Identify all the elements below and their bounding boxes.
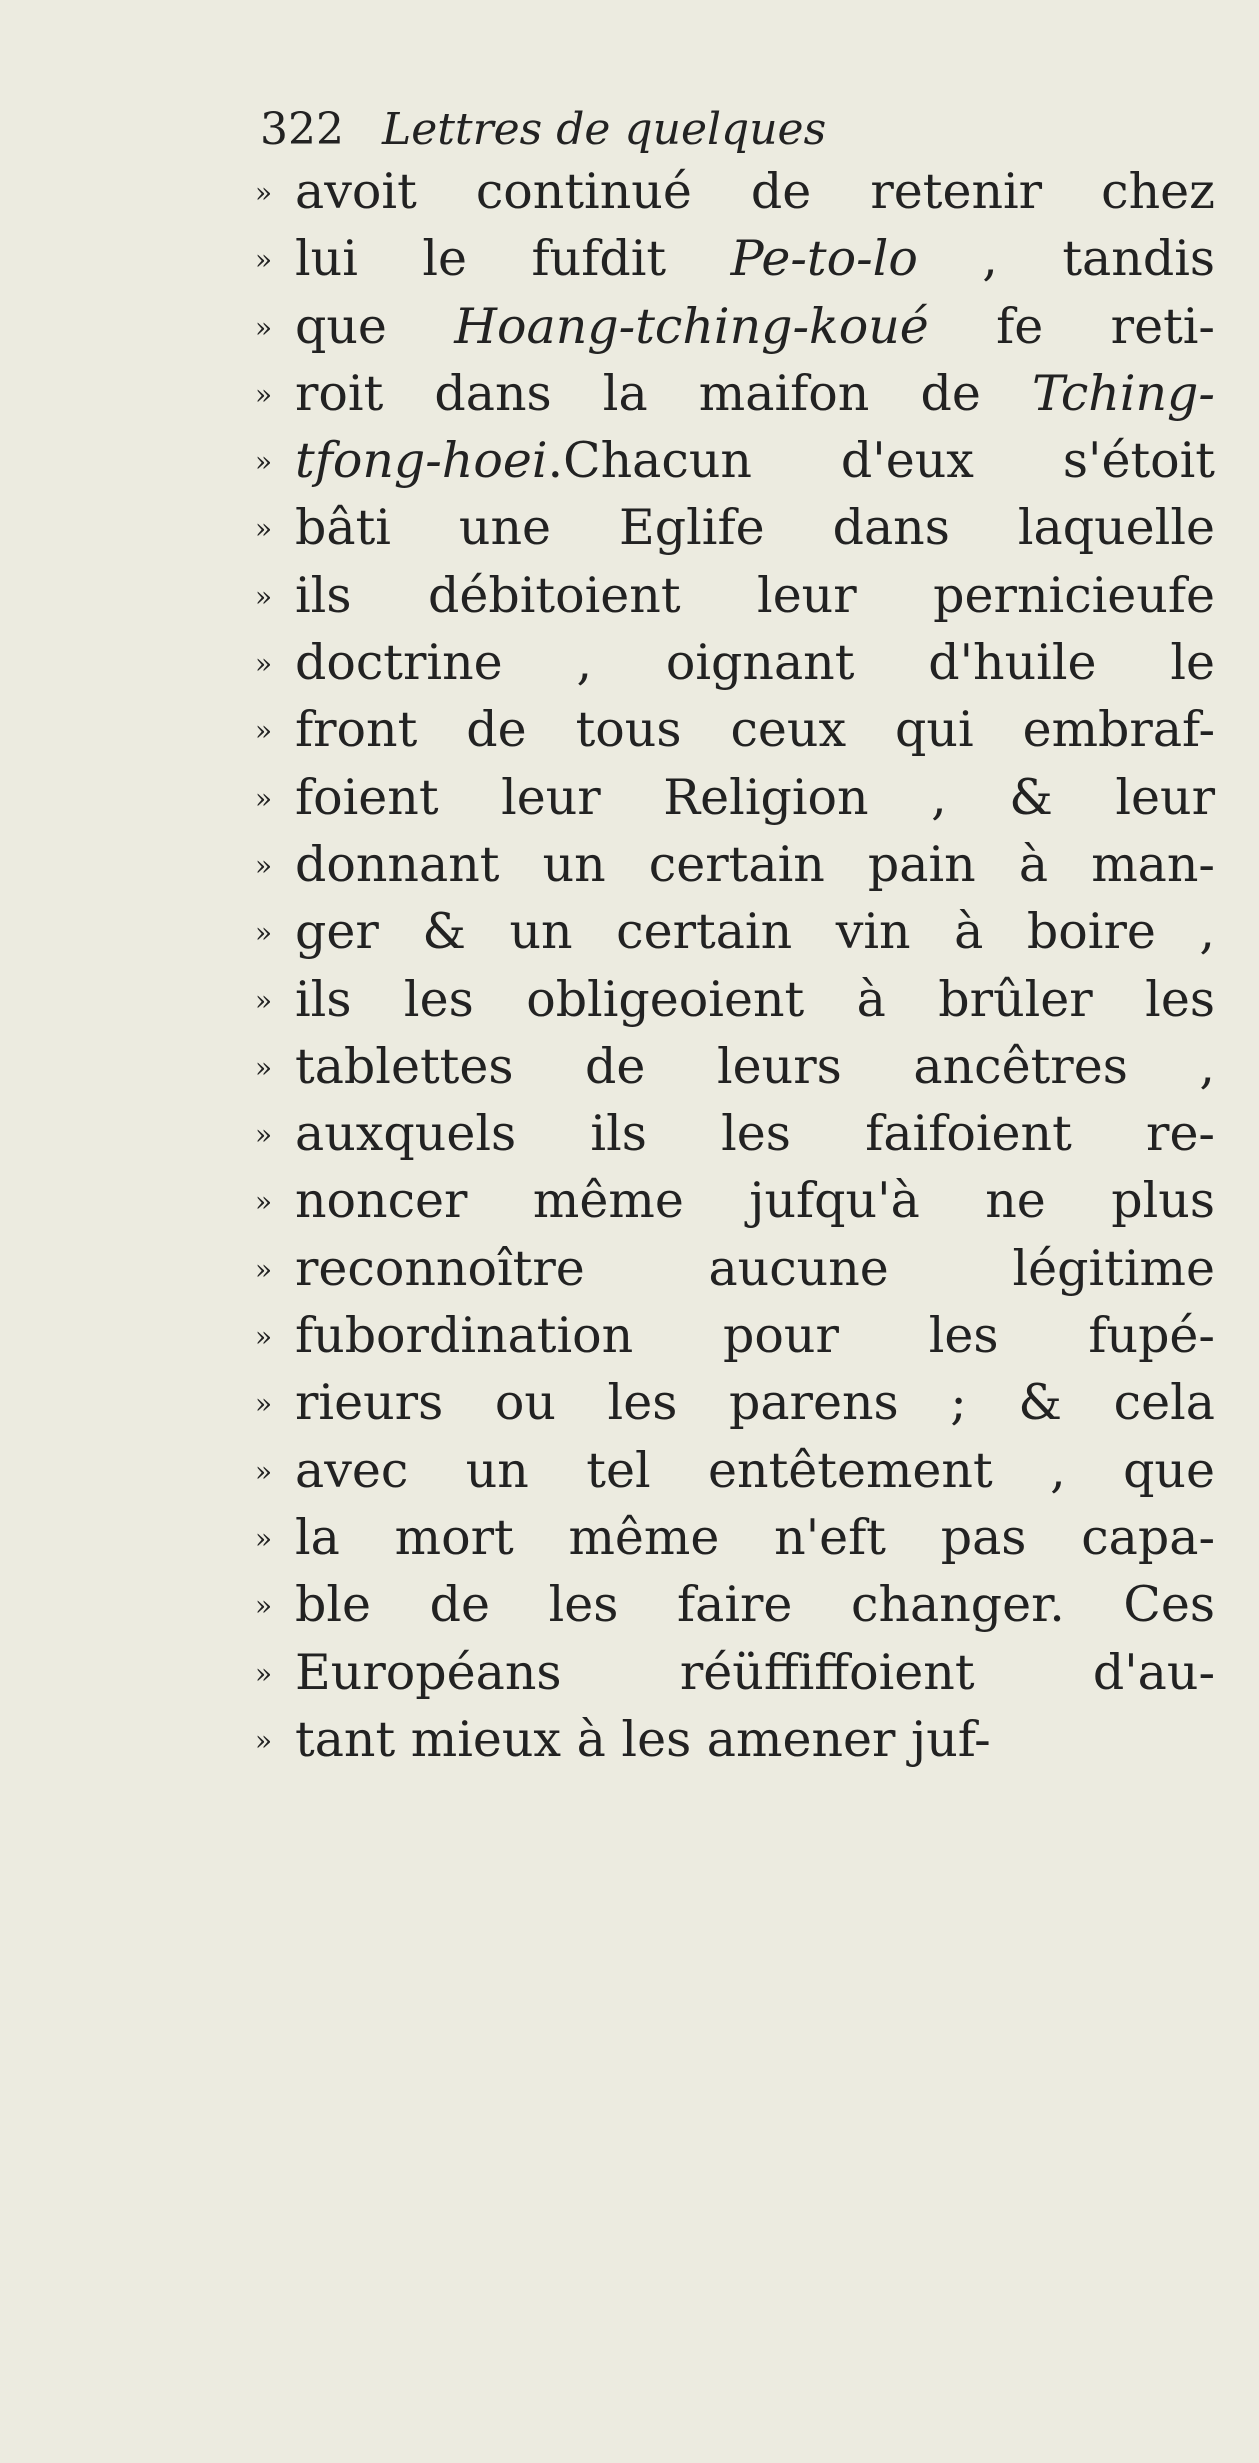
text-segment: front de tous ceux qui embraf- (295, 701, 1215, 759)
text-line (255, 1571, 1215, 1638)
text-segment: ger & un certain vin à boire , (295, 903, 1215, 961)
quote-mark: » (255, 377, 273, 411)
quote-mark: » (255, 714, 273, 748)
text-segment: la mort même n'eft pas capa- (295, 1508, 1215, 1566)
quote-mark: » (255, 916, 273, 950)
body-text (255, 158, 1215, 1773)
quote-mark: » (255, 512, 273, 546)
text-line (255, 494, 1215, 561)
text-line (255, 764, 1215, 831)
quote-mark: » (255, 1387, 273, 1421)
text-segment: tant mieux à les amener juf- (295, 1710, 991, 1768)
text-line (255, 360, 1215, 427)
text-segment: ble de les faire changer. Ces (295, 1576, 1215, 1634)
text-segment: fubordination pour les fupé- (295, 1307, 1215, 1365)
text-segment: lui le fufdit (295, 230, 731, 288)
page-number: 322 (260, 104, 344, 155)
text-line (255, 1706, 1215, 1773)
quote-mark: » (255, 1320, 273, 1354)
italic-text: Hoang-tching-koué (454, 297, 929, 355)
quote-mark: » (255, 1656, 273, 1690)
quote-mark: » (255, 310, 273, 344)
quote-mark: » (255, 647, 273, 681)
text-line (255, 1302, 1215, 1369)
text-line (255, 831, 1215, 898)
quote-mark: » (255, 243, 273, 277)
quote-mark: » (255, 781, 273, 815)
text-segment: bâti une Eglife dans laquelle (295, 499, 1215, 557)
text-line (255, 1369, 1215, 1436)
page-header (260, 104, 827, 155)
text-line (255, 1235, 1215, 1302)
text-segment: foient leur Religion , & leur (295, 768, 1215, 826)
text-line (255, 225, 1215, 292)
text-line (255, 1033, 1215, 1100)
quote-mark: » (255, 848, 273, 882)
text-segment: doctrine , oignant d'huile le (295, 634, 1215, 692)
italic-text: Tching- (1031, 364, 1215, 422)
text-segment: noncer même jufqu'à ne plus (295, 1172, 1215, 1230)
quote-mark: » (255, 1589, 273, 1623)
text-line (255, 1100, 1215, 1167)
text-segment: tablettes de leurs ancêtres , (295, 1037, 1215, 1095)
italic-text: tfong-hoei (295, 432, 548, 490)
quote-mark: » (255, 1521, 273, 1555)
text-line (255, 1437, 1215, 1504)
quote-mark: » (255, 1252, 273, 1286)
text-segment: Européans réüffiffoient d'au- (295, 1643, 1215, 1701)
text-line (255, 696, 1215, 763)
quote-mark: » (255, 1185, 273, 1219)
text-segment: roit dans la maifon de (295, 364, 1032, 422)
text-line (255, 629, 1215, 696)
quote-mark: » (255, 445, 273, 479)
text-segment: rieurs ou les parens ; & cela (295, 1374, 1215, 1432)
text-line (255, 158, 1215, 225)
text-segment: que (295, 297, 455, 355)
text-segment: avoit continué de retenir chez (295, 163, 1215, 220)
text-segment: fe reti- (928, 297, 1215, 355)
text-line (255, 562, 1215, 629)
text-segment: .Chacun d'eux s'étoit (547, 432, 1215, 490)
quote-mark: » (255, 176, 273, 209)
text-line (255, 1504, 1215, 1571)
quote-mark: » (255, 1454, 273, 1488)
text-line (255, 427, 1215, 494)
running-title: Lettres de quelques (381, 104, 827, 155)
text-line (255, 898, 1215, 965)
text-segment: , tandis (917, 230, 1216, 288)
italic-text: Pe-to-lo (730, 230, 918, 288)
quote-mark: » (255, 983, 273, 1017)
text-line (255, 966, 1215, 1033)
text-line (255, 293, 1215, 360)
text-line (255, 1639, 1215, 1706)
text-segment: auxquels ils les faifoient re- (295, 1105, 1215, 1163)
text-segment: ils les obligeoient à brûler les (295, 970, 1215, 1028)
quote-mark: » (255, 1050, 273, 1084)
quote-mark: » (255, 1723, 273, 1757)
text-line (255, 1167, 1215, 1234)
quote-mark: » (255, 579, 273, 613)
text-segment: avec un tel entêtement , que (295, 1441, 1215, 1499)
quote-mark: » (255, 1118, 273, 1152)
text-segment: ils débitoient leur pernicieufe (295, 566, 1215, 624)
text-segment: reconnoître aucune légitime (295, 1239, 1215, 1297)
text-segment: donnant un certain pain à man- (295, 835, 1215, 893)
